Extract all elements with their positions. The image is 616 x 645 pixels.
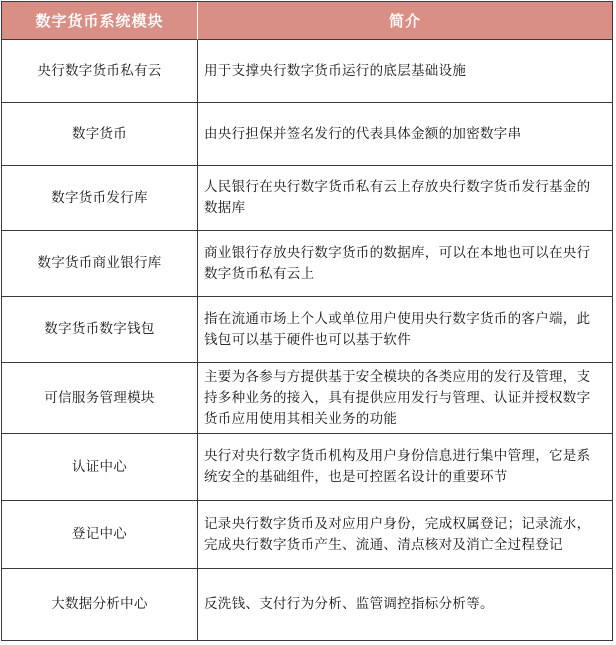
row-description: 商业银行存放央行数字货币的数据库，可以在本地也可以在央行数字货币私有云上 xyxy=(198,231,612,297)
row-module: 数字货币数字钱包 xyxy=(2,297,198,363)
row-description: 用于支撑央行数字货币运行的底层基础设施 xyxy=(198,40,612,103)
row-module: 数字货币商业银行库 xyxy=(2,231,198,297)
row-description: 人民银行在央行数字货币私有云上存放央行数字货币发行基金的数据库 xyxy=(198,166,612,231)
row-description: 指在流通市场上个人或单位用户使用央行数字货币的客户端，此钱包可以基于硬件也可以基于软件 xyxy=(198,297,612,363)
row-description: 记录央行数字货币及对应用户身份，完成权属登记；记录流水，完成央行数字货币产生、流通、清点核对及消亡全过程登记 xyxy=(198,501,612,569)
row-module: 央行数字货币私有云 xyxy=(2,40,198,103)
header-module: 数字货币系统模块 xyxy=(2,2,198,40)
row-description: 主要为各参与方提供基于安全模块的各类应用的发行及管理，支持多种业务的接入，具有提供应用发行与管理、认证并授权数字货币应用使用其相关业务的功能 xyxy=(198,363,612,434)
row-module: 登记中心 xyxy=(2,501,198,569)
module-table xyxy=(1,1,613,641)
row-description: 由央行担保并签名发行的代表具体金额的加密数字串 xyxy=(198,103,612,166)
header-description: 简介 xyxy=(198,2,612,40)
row-module: 可信服务管理模块 xyxy=(2,363,198,434)
row-module: 数字货币发行库 xyxy=(2,166,198,231)
row-module: 数字货币 xyxy=(2,103,198,166)
row-description: 反洗钱、支付行为分析、监管调控指标分析等。 xyxy=(204,596,494,612)
row-module: 认证中心 xyxy=(2,434,198,501)
row-module: 大数据分析中心 xyxy=(2,569,198,640)
row-description: 央行对央行数字货币机构及用户身份信息进行集中管理，它是系统安全的基础组件，也是可控匿名设计的重要环节 xyxy=(198,434,612,501)
